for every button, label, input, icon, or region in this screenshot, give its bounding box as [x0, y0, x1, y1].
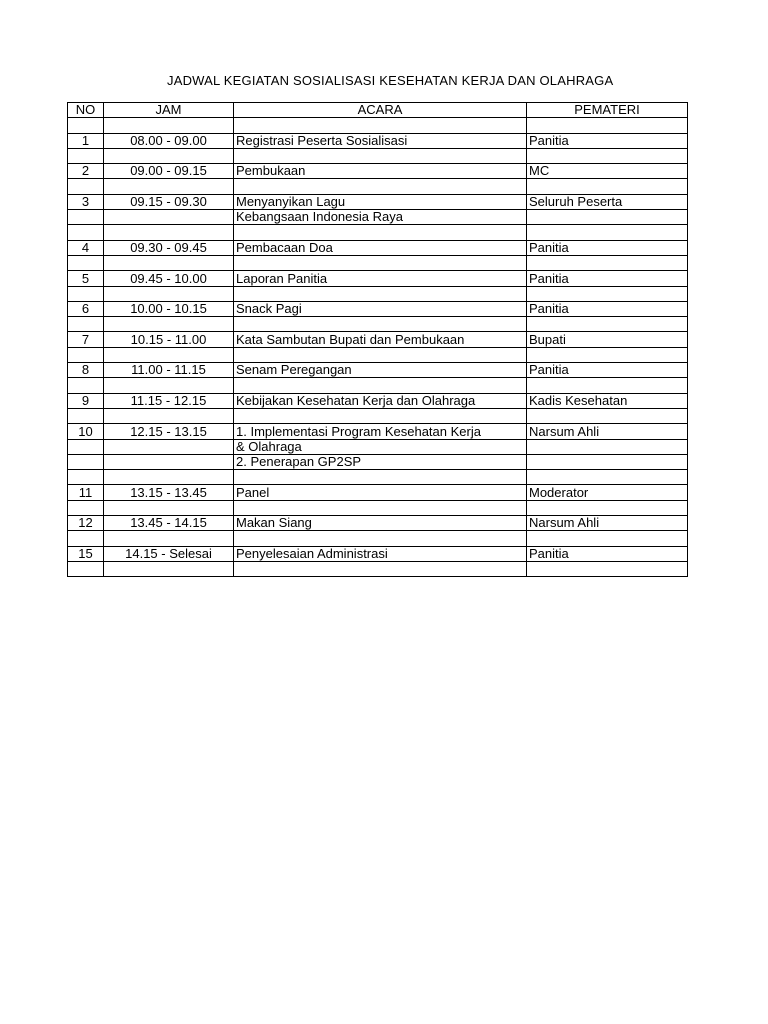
cell-no — [68, 531, 104, 546]
table-row — [68, 546, 688, 561]
cell-pemateri — [527, 454, 688, 469]
cell-pemateri: Panitia — [527, 546, 688, 561]
cell-pemateri — [527, 531, 688, 546]
table-row — [68, 164, 688, 179]
cell-jam: 13.15 - 13.45 — [104, 485, 234, 500]
cell-no: 11 — [68, 485, 104, 500]
cell-pemateri: Panitia — [527, 240, 688, 255]
cell-no — [68, 500, 104, 515]
header-no: NO — [68, 103, 104, 118]
cell-jam: 11.00 - 11.15 — [104, 363, 234, 378]
table-row — [68, 240, 688, 255]
table-row — [68, 225, 688, 240]
table-row — [68, 408, 688, 423]
table-row — [68, 332, 688, 347]
cell-acara: Pembacaan Doa — [234, 240, 527, 255]
cell-no: 1 — [68, 133, 104, 148]
table-row — [68, 393, 688, 408]
table-row — [68, 148, 688, 163]
table-row — [68, 301, 688, 316]
cell-jam — [104, 439, 234, 454]
cell-pemateri — [527, 500, 688, 515]
cell-jam — [104, 378, 234, 393]
cell-jam: 09.00 - 09.15 — [104, 164, 234, 179]
cell-no: 5 — [68, 271, 104, 286]
cell-acara: Kata Sambutan Bupati dan Pembukaan — [234, 332, 527, 347]
cell-acara — [234, 378, 527, 393]
cell-pemateri: Moderator — [527, 485, 688, 500]
cell-no — [68, 561, 104, 576]
cell-jam: 09.30 - 09.45 — [104, 240, 234, 255]
cell-pemateri: Seluruh Peserta — [527, 194, 688, 209]
cell-no — [68, 317, 104, 332]
cell-pemateri — [527, 118, 688, 133]
cell-jam — [104, 148, 234, 163]
cell-acara: Senam Peregangan — [234, 363, 527, 378]
cell-no: 6 — [68, 301, 104, 316]
table-row — [68, 271, 688, 286]
cell-pemateri: Narsum Ahli — [527, 516, 688, 531]
cell-no — [68, 378, 104, 393]
cell-no — [68, 454, 104, 469]
cell-jam: 12.15 - 13.15 — [104, 424, 234, 439]
cell-no: 4 — [68, 240, 104, 255]
cell-acara: & Olahraga — [234, 439, 527, 454]
cell-jam: 08.00 - 09.00 — [104, 133, 234, 148]
cell-no: 3 — [68, 194, 104, 209]
cell-jam — [104, 317, 234, 332]
cell-pemateri — [527, 225, 688, 240]
cell-acara — [234, 500, 527, 515]
cell-acara — [234, 470, 527, 485]
cell-jam — [104, 408, 234, 423]
cell-no — [68, 255, 104, 270]
cell-pemateri — [527, 286, 688, 301]
table-row — [68, 485, 688, 500]
page-title: JADWAL KEGIATAN SOSIALISASI KESEHATAN KERJA DAN OLAHRAGA — [167, 73, 614, 88]
table-row — [68, 516, 688, 531]
cell-pemateri — [527, 439, 688, 454]
table-row — [68, 561, 688, 576]
cell-acara: Snack Pagi — [234, 301, 527, 316]
cell-jam — [104, 347, 234, 362]
cell-pemateri — [527, 470, 688, 485]
table-row — [68, 255, 688, 270]
cell-acara: Penyelesaian Administrasi — [234, 546, 527, 561]
cell-jam: 10.15 - 11.00 — [104, 332, 234, 347]
table-row — [68, 210, 688, 225]
cell-pemateri: Kadis Kesehatan — [527, 393, 688, 408]
cell-jam — [104, 500, 234, 515]
cell-pemateri — [527, 347, 688, 362]
cell-jam: 10.00 - 10.15 — [104, 301, 234, 316]
cell-acara — [234, 317, 527, 332]
cell-no: 7 — [68, 332, 104, 347]
cell-no — [68, 225, 104, 240]
cell-pemateri: Panitia — [527, 301, 688, 316]
cell-no — [68, 210, 104, 225]
cell-acara: Laporan Panitia — [234, 271, 527, 286]
table-row — [68, 378, 688, 393]
cell-no — [68, 118, 104, 133]
cell-no — [68, 179, 104, 194]
cell-pemateri — [527, 561, 688, 576]
table-row — [68, 424, 688, 439]
cell-jam — [104, 531, 234, 546]
cell-pemateri — [527, 378, 688, 393]
cell-no: 8 — [68, 363, 104, 378]
cell-no — [68, 470, 104, 485]
cell-jam — [104, 255, 234, 270]
cell-acara: Pembukaan — [234, 164, 527, 179]
cell-acara — [234, 531, 527, 546]
cell-no — [68, 148, 104, 163]
table-row — [68, 179, 688, 194]
cell-acara — [234, 286, 527, 301]
cell-no — [68, 286, 104, 301]
schedule-table — [67, 102, 688, 577]
table-row — [68, 470, 688, 485]
cell-pemateri — [527, 317, 688, 332]
table-row — [68, 194, 688, 209]
cell-acara — [234, 148, 527, 163]
cell-no: 15 — [68, 546, 104, 561]
cell-no: 2 — [68, 164, 104, 179]
table-row — [68, 500, 688, 515]
cell-pemateri: MC — [527, 164, 688, 179]
cell-pemateri: Panitia — [527, 133, 688, 148]
cell-acara — [234, 561, 527, 576]
cell-jam: 11.15 - 12.15 — [104, 393, 234, 408]
cell-pemateri — [527, 255, 688, 270]
cell-pemateri: Bupati — [527, 332, 688, 347]
table-row — [68, 286, 688, 301]
cell-pemateri: Narsum Ahli — [527, 424, 688, 439]
table-row — [68, 347, 688, 362]
cell-jam: 09.45 - 10.00 — [104, 271, 234, 286]
cell-jam: 13.45 - 14.15 — [104, 516, 234, 531]
table-row — [68, 118, 688, 133]
cell-pemateri — [527, 408, 688, 423]
cell-acara: Panel — [234, 485, 527, 500]
cell-jam — [104, 210, 234, 225]
cell-jam — [104, 225, 234, 240]
cell-no: 9 — [68, 393, 104, 408]
table-row — [68, 133, 688, 148]
cell-jam — [104, 561, 234, 576]
cell-pemateri — [527, 210, 688, 225]
header-acara: ACARA — [234, 103, 527, 118]
cell-pemateri: Panitia — [527, 271, 688, 286]
cell-no: 12 — [68, 516, 104, 531]
cell-acara: 2. Penerapan GP2SP — [234, 454, 527, 469]
cell-no: 10 — [68, 424, 104, 439]
cell-jam — [104, 118, 234, 133]
cell-acara: Registrasi Peserta Sosialisasi — [234, 133, 527, 148]
cell-acara: 1. Implementasi Program Kesehatan Kerja — [234, 424, 527, 439]
cell-no — [68, 408, 104, 423]
cell-pemateri — [527, 179, 688, 194]
schedule-body — [68, 118, 688, 577]
cell-pemateri — [527, 148, 688, 163]
cell-acara: Makan Siang — [234, 516, 527, 531]
cell-jam — [104, 470, 234, 485]
cell-acara — [234, 179, 527, 194]
cell-jam — [104, 179, 234, 194]
cell-acara — [234, 118, 527, 133]
table-row — [68, 317, 688, 332]
cell-no — [68, 439, 104, 454]
header-jam: JAM — [104, 103, 234, 118]
cell-jam: 09.15 - 09.30 — [104, 194, 234, 209]
cell-acara: Menyanyikan Lagu — [234, 194, 527, 209]
table-header-row — [68, 103, 688, 118]
cell-acara: Kebangsaan Indonesia Raya — [234, 210, 527, 225]
cell-no — [68, 347, 104, 362]
table-row — [68, 454, 688, 469]
table-row — [68, 439, 688, 454]
cell-acara — [234, 255, 527, 270]
cell-jam — [104, 286, 234, 301]
header-pemateri: PEMATERI — [527, 103, 688, 118]
cell-pemateri: Panitia — [527, 363, 688, 378]
cell-acara — [234, 225, 527, 240]
cell-acara: Kebijakan Kesehatan Kerja dan Olahraga — [234, 393, 527, 408]
table-row — [68, 531, 688, 546]
cell-acara — [234, 408, 527, 423]
cell-jam — [104, 454, 234, 469]
cell-jam: 14.15 - Selesai — [104, 546, 234, 561]
cell-acara — [234, 347, 527, 362]
table-row — [68, 363, 688, 378]
